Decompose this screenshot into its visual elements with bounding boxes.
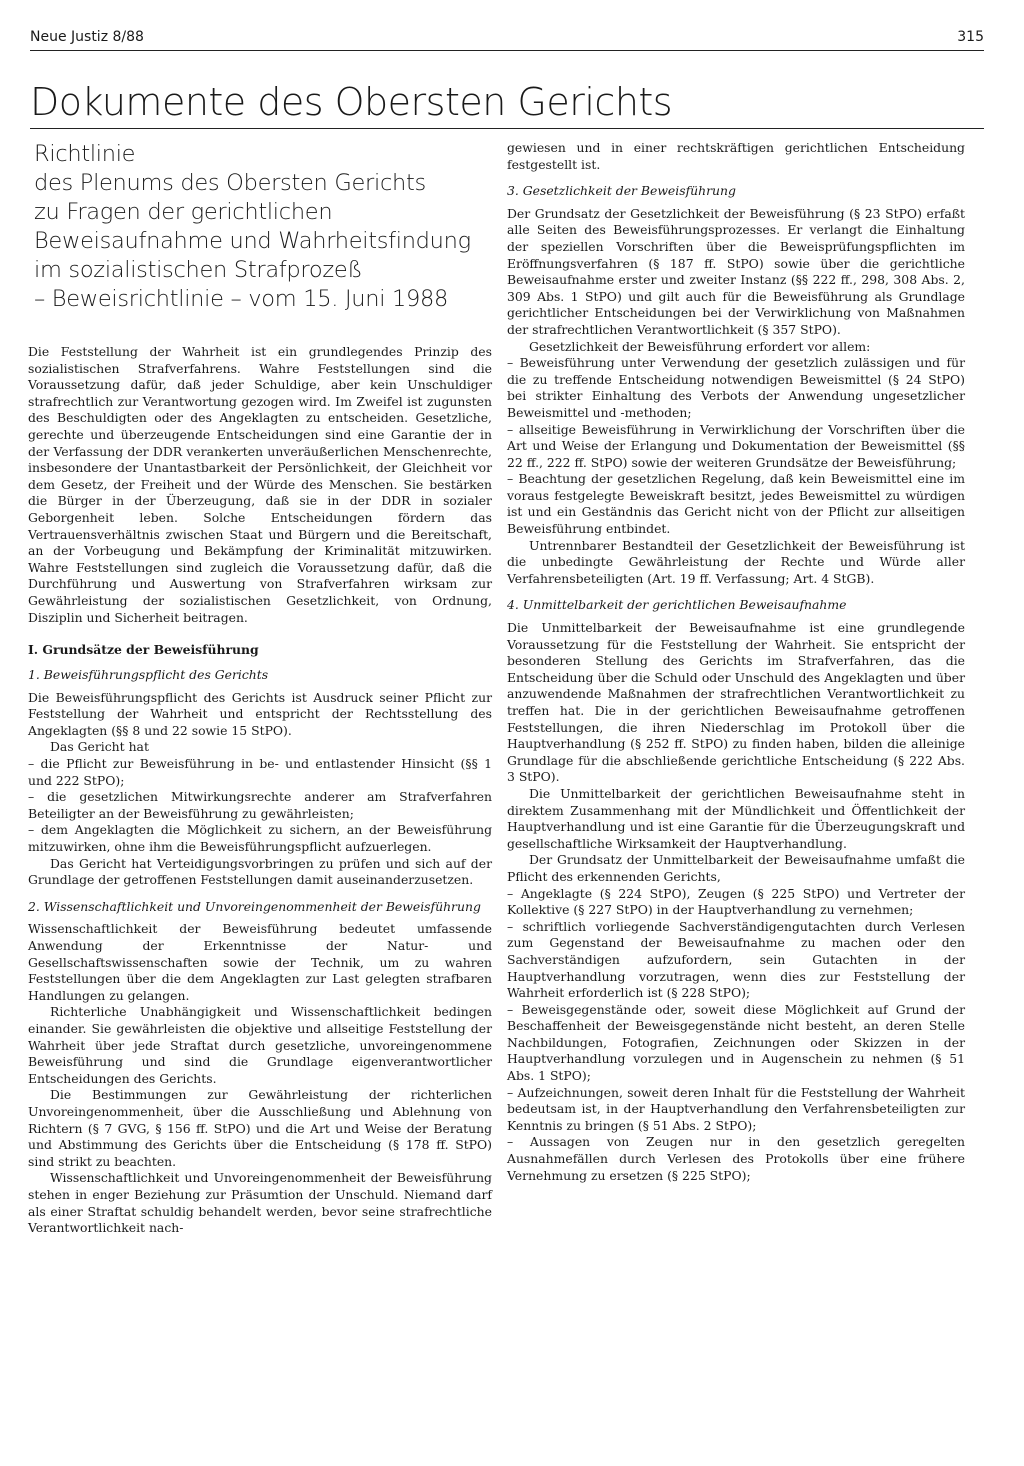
left-column [28,140,492,1237]
document-title-line: des Plenums des Obersten Gerichts [34,170,426,196]
paragraph: Das Gericht hat [50,739,149,755]
list-item: – die Pflicht zur Beweisführung in be- und entlastender Hinsicht (§§ 1 und 222 StPO); [28,756,492,788]
document-title [34,140,492,314]
list-item: – die gesetzlichen Mitwirkungsrechte anderer am Strafverfahren Beteiligter an der Beweisführung zu gewährleisten; [28,789,492,821]
page-number: 315 [957,29,984,45]
document-title-line: Richtlinie [34,141,136,167]
heading-2: 2. Wissenschaftlichkeit und Unvoreingenommenheit der Beweisführung [28,898,481,914]
list-item: – dem Angeklagten die Möglichkeit zu sichern, an der Beweisführung mitzuwirken, ohne ihm die Beweisführungspflicht aufzuerlegen. [28,822,492,855]
paragraph: gewiesen und in einer rechtskräftigen gerichtlichen Entscheidung festgestellt ist. [507,140,965,172]
heading-section-I: I. Grundsätze der Beweisführung [28,642,259,658]
list-item: – allseitige Beweisführung in Verwirklichung der Vorschriften über die Art und Weise der Erlangung und Dokumentation der Beweismittel (§§ 22 ff., 222 ff. StPO) sowie der weiteren Grundsätze der Beweisführung; [507,421,965,470]
list-item: – Aufzeichnungen, soweit deren Inhalt für die Feststellung der Wahrheit bedeutsam ist, in der Hauptverhandlung den Verfahrensbeteiligten zur Kenntnis zu bringen (§ 51 Abs. 2 StPO); [507,1084,965,1133]
paragraph: Die Beweisführungspflicht des Gerichts ist Ausdruck seiner Pflicht zur Feststellung der Wahrheit und entspricht der Rechtsstellung des Angeklagten (§§ 8 und 22 sowie 15 StPO). [28,689,492,738]
list-item: – Beweisführung unter Verwendung der gesetzlich zulässigen und für die zu treffende Entscheidung notwendigen Beweismittel (§ 24 StPO) bei strikter Einhaltung des Verbots der Anwendung ungesetzlicher Beweismittel und -methoden; [507,355,965,420]
intro-paragraph: Die Feststellung der Wahrheit ist ein grundlegendes Prinzip des sozialistischen Strafverfahrens. Wahre Feststellungen sind die Voraussetzung dafür, daß jeder Schuldige, aber kein Unschuldiger strafrechtlich zur Verantwortung gezogen wird. Im Zweifel ist zugunsten des Beschuldigten oder des Angeklagten zu entscheiden. Gesetzliche, gerechte und überzeugende Entscheidungen sind eine Garantie der in der Verfassung der DDR verankerten unveräußerlichen Menschenrechte, insbesondere der Unantastbarkeit der Persönlichkeit, der Gleichheit vor dem Gesetz, der Freiheit und der Würde des Menschen. Sie bestärken die Bürger in der Überzeugung, daß sie in der DDR in sozialer Geborgenheit leben. Solche Entscheidungen fördern das Vertrauensverhältnis zwischen Staat und Bürgern und die Bereitschaft, an der Vorbeugung und Bekämpfung der Kriminalität mitzuwirken. Wahre Feststellungen sind zugleich die Voraussetzung dafür, daß die Durchführung und Auswertung von Strafverfahren wirksam zur Gewährleistung der sozialistischen Gesetzlichkeit, von Ordnung, Disziplin und Sicherheit beitragen. [28,344,492,625]
list-item: – Aussagen von Zeugen nur in den gesetzlich geregelten Ausnahmefällen durch Verlesen des Protokolls über eine frühere Vernehmung zu ersetzen (§ 225 StPO); [507,1134,965,1183]
header-rule [30,50,984,51]
document-title-line: Beweisaufnahme und Wahrheitsfindung [34,228,471,254]
list-item: – schriftlich vorliegende Sachverständigengutachten durch Verlesen zum Gegenstand der Beweisaufnahme zu machen oder den Sachverständigen aufzufordern, sein Gutachten in der Hauptverhandlung vorzutragen, wenn dies zur Feststellung der Wahrheit erforderlich ist (§ 228 StPO); [507,918,965,1001]
list-item: – Beachtung der gesetzlichen Regelung, daß kein Beweismittel eine im voraus festgelegte Beweiskraft besitzt, jedes Beweismittel zu würdigen ist und ein Geständnis das Gericht nicht von der Pflicht zur allseitigen Beweisführung entbindet. [507,471,965,537]
paragraph: Richterliche Unabhängigkeit und Wissenschaftlichkeit bedingen einander. Sie gewährleisten die objektive und allseitige Feststellung der Wahrheit über jede Straftat durch gesetzliche, unvoreingenommene Beweisführung und sind die Grundlage eigenverantwortlicher Entscheidungen des Gerichts. [28,1004,492,1086]
list-item: – Beweisgegenstände oder, soweit diese Möglichkeit auf Grund der Beschaffenheit der Beweisgegenstände nicht besteht, an deren Stelle Nachbildungen, Fotografien, Zeichnungen oder Skizzen in der Hauptverhandlung vorzulegen und in Augenschein zu nehmen (§ 51 Abs. 1 StPO); [507,1001,965,1084]
section-title: Dokumente des Obersten Gerichts [30,80,673,124]
heading-4: 4. Unmittelbarkeit der gerichtlichen Beweisaufnahme [507,597,847,613]
section-title-rule [30,128,984,129]
paragraph: Die Unmittelbarkeit der Beweisaufnahme ist eine grundlegende Voraussetzung für die Feststellung der Wahrheit. Sie entspricht der besonderen Stellung des Gerichts im Strafverfahren, das die Entscheidung über die Schuld oder Unschuld des Angeklagten und über anzuwendende Maßnahmen der strafrechtlichen Verantwortlichkeit zu treffen hat. Die in der gerichtlichen Beweisaufnahme getroffenen Feststellungen, die ihren Niederschlag im Protokoll über die Hauptverhandlung (§ 252 ff. StPO) zu finden haben, bilden die alleinige Grundlage für die abschließende gerichtliche Entscheidung (§ 222 Abs. 3 StPO). [507,620,965,785]
heading-3: 3. Gesetzlichkeit der Beweisführung [507,183,736,199]
paragraph: Untrennbarer Bestandteil der Gesetzlichkeit der Beweisführung ist die unbedingte Gewährleistung der Rechte und Würde aller Verfahrensbeteiligten (Art. 19 ff. Verfassung; Art. 4 StGB). [507,537,965,586]
document-title-line: im sozialistischen Strafprozeß [34,257,363,283]
paragraph: Wissenschaftlichkeit und Unvoreingenommenheit der Beweisführung stehen in enger Beziehung zur Präsumtion der Unschuld. Niemand darf als einer Straftat schuldig behandelt werden, bevor seine strafrechtliche Verantwortlichkeit nach- [28,1170,492,1236]
journal-name: Neue Justiz 8/88 [30,29,144,45]
paragraph: Der Grundsatz der Gesetzlichkeit der Beweisführung (§ 23 StPO) erfaßt alle Seiten des Beweisführungsprozesses. Er verlangt die Einhaltung der speziellen Vorschriften über die Beweisprüfungspflichten im Eröffnungsverfahren (§ 187 ff. StPO) sowie über die gerichtliche Beweisaufnahme erster und zweiter Instanz (§§ 222 ff., 298, 308 Abs. 2, 309 Abs. 1 StPO) und gilt auch für die Beweisführung als Grundlage gerichtlicher Entscheidungen bei der Verwirklichung von Maßnahmen der strafrechtlichen Verantwortlichkeit (§ 357 StPO). [507,205,965,337]
document-title-line: zu Fragen der gerichtlichen [34,199,333,225]
paragraph: Die Bestimmungen zur Gewährleistung der richterlichen Unvoreingenommenheit, über die Ausschließung und Ablehnung von Richtern (§ 7 GVG, § 156 ff. StPO) und die Art und Weise der Beratung und Abstimmung des Gerichts über die Entscheidung (§ 178 ff. StPO) sind strikt zu beachten. [28,1087,492,1169]
paragraph: Der Grundsatz der Unmittelbarkeit der Beweisaufnahme umfaßt die Pflicht des erkennenden Gerichts, [507,852,965,884]
list-item: – Angeklagte (§ 224 StPO), Zeugen (§ 225 StPO) und Vertreter der Kollektive (§ 227 StPO) in der Hauptverhandlung zu vernehmen; [507,885,965,918]
paragraph: Wissenschaftlichkeit der Beweisführung bedeutet umfassende Anwendung der Erkenntnisse der Natur- und Gesellschaftswissenschaften sowie der Technik, um zu wahren Feststellungen über die dem Angeklagten zur Last gelegten strafbaren Handlungen zu gelangen. [28,921,492,1003]
paragraph: Das Gericht hat Verteidigungsvorbringen zu prüfen und sich auf der Grundlage der getroffenen Feststellungen damit auseinanderzusetzen. [28,855,492,888]
heading-1: 1. Beweisführungspflicht des Gerichts [28,667,269,683]
paragraph: Gesetzlichkeit der Beweisführung erfordert vor allem: [529,338,871,354]
paragraph: Die Unmittelbarkeit der gerichtlichen Beweisaufnahme steht in direktem Zusammenhang mit der Mündlichkeit und Öffentlichkeit der Hauptverhandlung und ist eine Garantie für die Überzeugungskraft und gesellschaftliche Wirksamkeit der Hauptverhandlung. [507,785,965,851]
right-column [507,140,965,1184]
document-title-line: – Beweisrichtlinie – vom 15. Juni 1988 [34,286,449,312]
